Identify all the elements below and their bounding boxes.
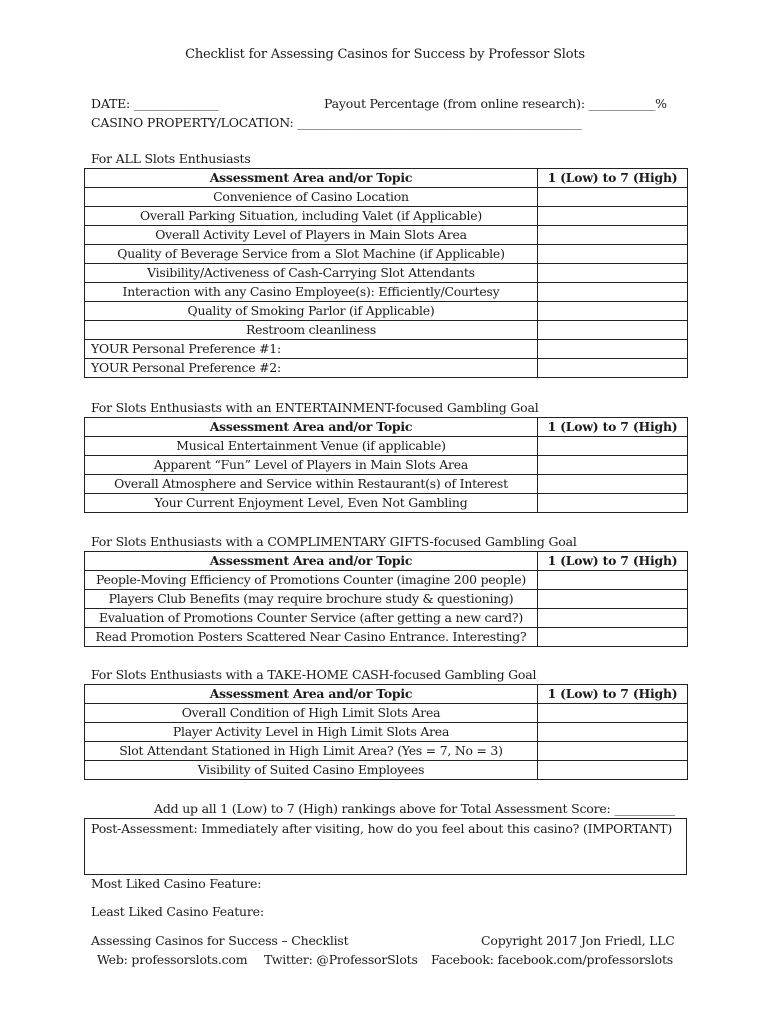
rating-cell[interactable] <box>538 628 688 647</box>
footer-facebook-link: Facebook: facebook.com/professorslots <box>431 952 673 967</box>
rating-cell[interactable] <box>538 302 688 321</box>
table-row <box>85 475 688 494</box>
page-title: Checklist for Assessing Casinos for Success by Professor Slots <box>185 47 585 62</box>
section-label-complimentary: For Slots Enthusiasts with a COMPLIMENTARY GIFTS-focused Gambling Goal <box>91 534 577 549</box>
date-field: DATE: ______________ <box>91 96 219 111</box>
table-row <box>85 628 688 647</box>
table-row <box>85 571 688 590</box>
rating-cell[interactable] <box>538 571 688 590</box>
topic-cell: Read Promotion Posters Scattered Near Casino Entrance. Interesting? <box>85 628 538 647</box>
topic-cell: YOUR Personal Preference #1: <box>85 340 538 359</box>
table-header-row <box>85 169 688 188</box>
table-row <box>85 321 688 340</box>
rating-cell[interactable] <box>538 188 688 207</box>
topic-cell: People-Moving Efficiency of Promotions Counter (imagine 200 people) <box>85 571 538 590</box>
rating-cell[interactable] <box>538 723 688 742</box>
table-header-row <box>85 418 688 437</box>
column-header-rating: 1 (Low) to 7 (High) <box>538 169 688 188</box>
topic-cell: Your Current Enjoyment Level, Even Not Gambling <box>85 494 538 513</box>
table-row <box>85 302 688 321</box>
table-row <box>85 226 688 245</box>
rating-cell[interactable] <box>538 590 688 609</box>
footer-twitter-link: Twitter: @ProfessorSlots <box>264 952 418 967</box>
rating-cell[interactable] <box>538 704 688 723</box>
rating-cell[interactable] <box>538 494 688 513</box>
topic-cell: Interaction with any Casino Employee(s): Efficiently/Courtesy <box>85 283 538 302</box>
column-header-topic: Assessment Area and/or Topic <box>85 169 538 188</box>
rating-cell[interactable] <box>538 226 688 245</box>
payout-percentage-field: Payout Percentage (from online research): ___________% <box>324 96 667 111</box>
total-assessment-score-line: Add up all 1 (Low) to 7 (High) rankings above for Total Assessment Score: __________ <box>154 801 675 816</box>
rating-cell[interactable] <box>538 245 688 264</box>
table-row <box>85 207 688 226</box>
topic-cell: Evaluation of Promotions Counter Service (after getting a new card?) <box>85 609 538 628</box>
topic-cell: Quality of Smoking Parlor (if Applicable) <box>85 302 538 321</box>
section-label-take-home-cash: For Slots Enthusiasts with a TAKE-HOME CASH-focused Gambling Goal <box>91 667 537 682</box>
table-header-row <box>85 685 688 704</box>
table-all-enthusiasts <box>84 168 688 378</box>
topic-cell: Players Club Benefits (may require brochure study & questioning) <box>85 590 538 609</box>
rating-cell[interactable] <box>538 359 688 378</box>
table-row <box>85 456 688 475</box>
rating-cell[interactable] <box>538 340 688 359</box>
rating-cell[interactable] <box>538 609 688 628</box>
section-label-all: For ALL Slots Enthusiasts <box>91 151 251 166</box>
topic-cell: Overall Parking Situation, including Valet (if Applicable) <box>85 207 538 226</box>
column-header-rating: 1 (Low) to 7 (High) <box>538 552 688 571</box>
topic-cell: Overall Condition of High Limit Slots Area <box>85 704 538 723</box>
least-liked-feature-label: Least Liked Casino Feature: <box>91 904 264 919</box>
post-assessment-label: Post-Assessment: Immediately after visiting, how do you feel about this casino? (IMPORTANT) <box>91 821 673 836</box>
rating-cell[interactable] <box>538 761 688 780</box>
table-header-row <box>85 552 688 571</box>
table-row <box>85 359 688 378</box>
table-row <box>85 245 688 264</box>
footer-copyright: Copyright 2017 Jon Friedl, LLC <box>481 933 675 948</box>
rating-cell[interactable] <box>538 742 688 761</box>
rating-cell[interactable] <box>538 456 688 475</box>
topic-cell: Convenience of Casino Location <box>85 188 538 207</box>
rating-cell[interactable] <box>538 321 688 340</box>
column-header-rating: 1 (Low) to 7 (High) <box>538 418 688 437</box>
column-header-topic: Assessment Area and/or Topic <box>85 552 538 571</box>
topic-cell: Apparent “Fun” Level of Players in Main Slots Area <box>85 456 538 475</box>
rating-cell[interactable] <box>538 283 688 302</box>
topic-cell: Visibility of Suited Casino Employees <box>85 761 538 780</box>
table-row <box>85 590 688 609</box>
table-row <box>85 264 688 283</box>
table-row <box>85 609 688 628</box>
topic-cell: Overall Atmosphere and Service within Restaurant(s) of Interest <box>85 475 538 494</box>
most-liked-feature-label: Most Liked Casino Feature: <box>91 876 262 891</box>
table-row <box>85 437 688 456</box>
rating-cell[interactable] <box>538 264 688 283</box>
topic-cell: Slot Attendant Stationed in High Limit Area? (Yes = 7, No = 3) <box>85 742 538 761</box>
table-row <box>85 761 688 780</box>
table-row <box>85 340 688 359</box>
footer-web-link: Web: professorslots.com <box>97 952 248 967</box>
topic-cell: Visibility/Activeness of Cash-Carrying Slot Attendants <box>85 264 538 283</box>
table-row <box>85 704 688 723</box>
casino-property-field: CASINO PROPERTY/LOCATION: _______________________________________________ <box>91 115 582 130</box>
table-row <box>85 283 688 302</box>
topic-cell: Quality of Beverage Service from a Slot Machine (if Applicable) <box>85 245 538 264</box>
topic-cell: Overall Activity Level of Players in Main Slots Area <box>85 226 538 245</box>
footer-document-title: Assessing Casinos for Success – Checklist <box>91 933 349 948</box>
rating-cell[interactable] <box>538 437 688 456</box>
topic-cell: YOUR Personal Preference #2: <box>85 359 538 378</box>
rating-cell[interactable] <box>538 475 688 494</box>
post-assessment-box[interactable] <box>84 818 687 875</box>
table-entertainment <box>84 417 688 513</box>
table-row <box>85 494 688 513</box>
table-row <box>85 742 688 761</box>
column-header-topic: Assessment Area and/or Topic <box>85 685 538 704</box>
section-label-entertainment: For Slots Enthusiasts with an ENTERTAINMENT-focused Gambling Goal <box>91 400 539 415</box>
table-row <box>85 188 688 207</box>
column-header-topic: Assessment Area and/or Topic <box>85 418 538 437</box>
rating-cell[interactable] <box>538 207 688 226</box>
column-header-rating: 1 (Low) to 7 (High) <box>538 685 688 704</box>
topic-cell: Restroom cleanliness <box>85 321 538 340</box>
table-row <box>85 723 688 742</box>
table-take-home-cash <box>84 684 688 780</box>
topic-cell: Musical Entertainment Venue (if applicable) <box>85 437 538 456</box>
table-complimentary-gifts <box>84 551 688 647</box>
topic-cell: Player Activity Level in High Limit Slots Area <box>85 723 538 742</box>
